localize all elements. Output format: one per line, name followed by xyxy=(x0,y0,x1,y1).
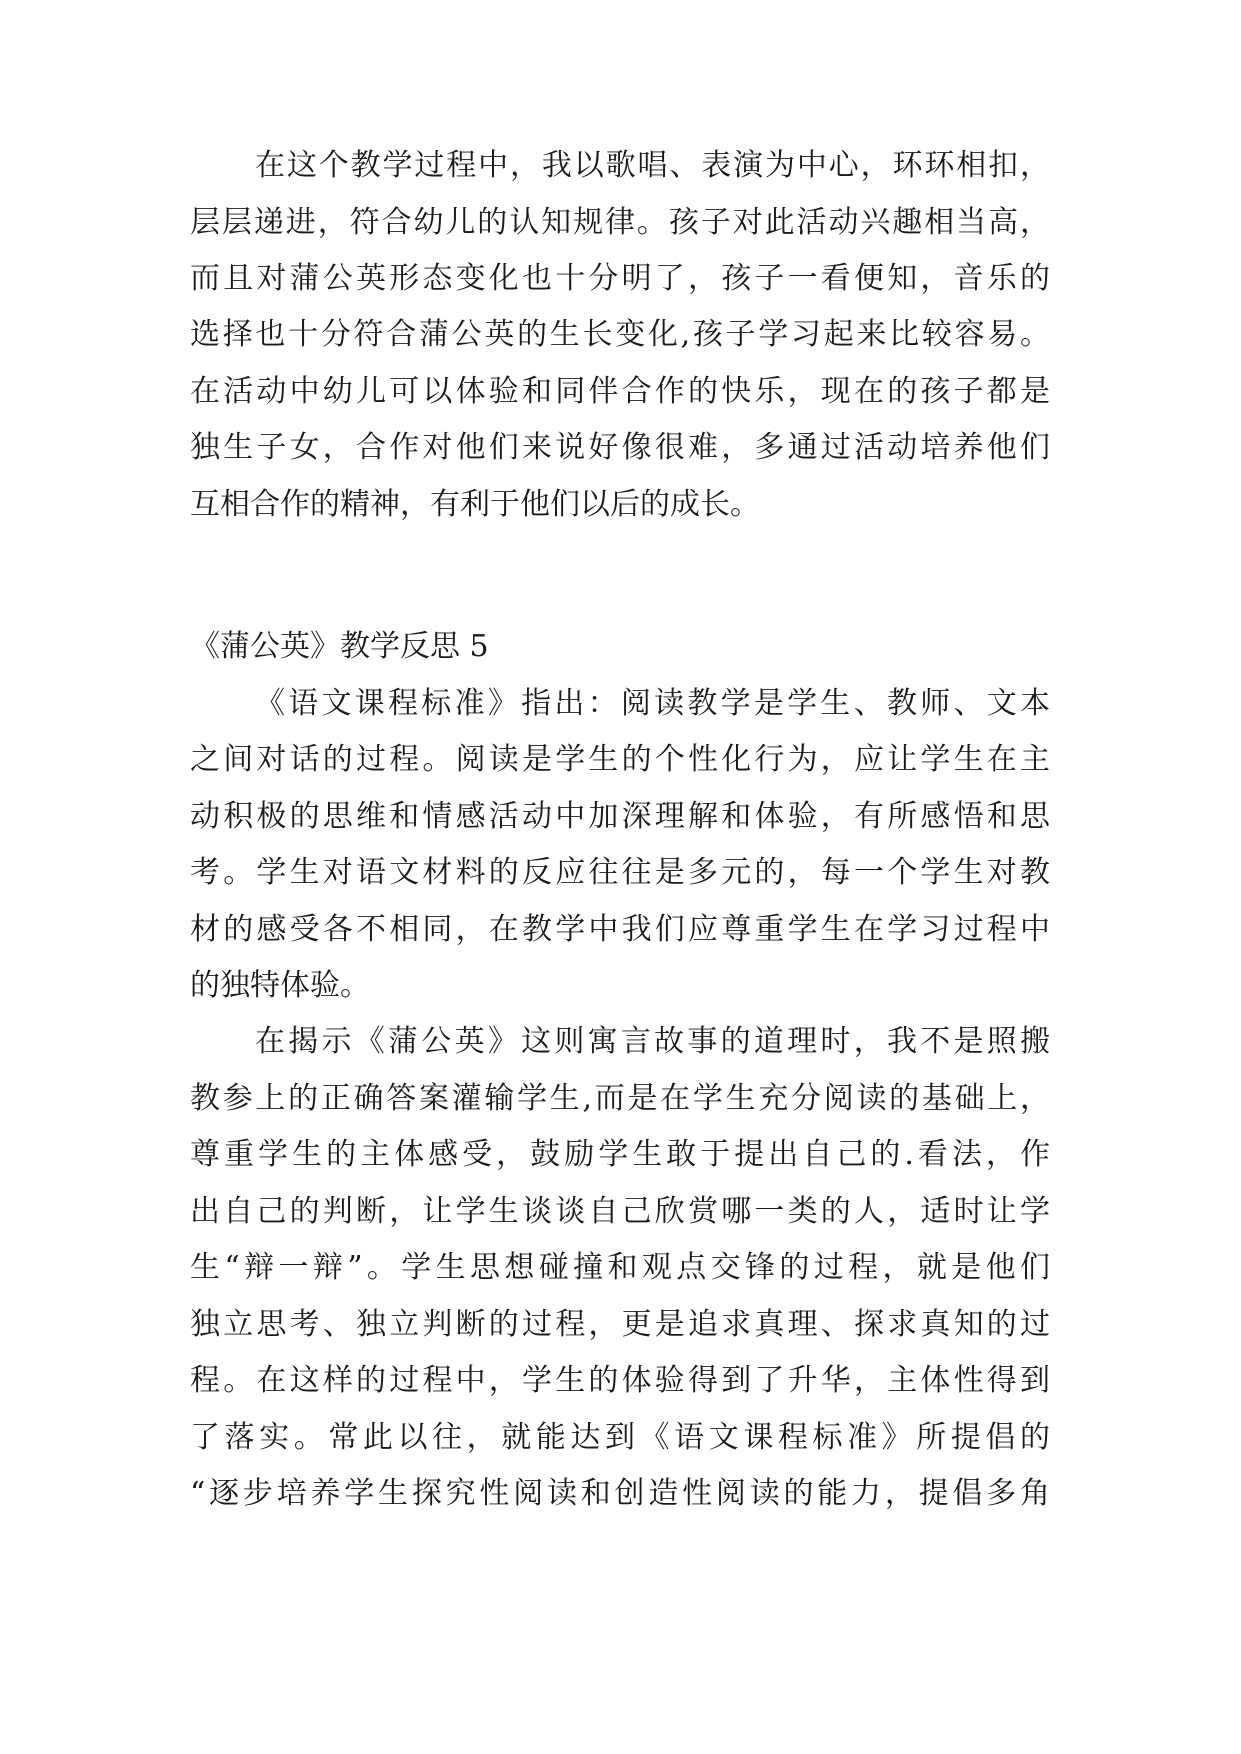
paragraph-3-line-9: “逐步培养学生探究性阅读和创造性阅读的能力，提倡多角 xyxy=(190,1476,1050,1511)
paragraph-3-line-5: 生“辩一辩”。学生思想碰撞和观点交锋的过程，就是他们 xyxy=(190,1250,1050,1285)
section-heading: 《蒲公英》教学反思 5 xyxy=(190,629,489,664)
paragraph-3-line-8: 了落实。常此以往，就能达到《语文课程标准》所提倡的 xyxy=(190,1420,1050,1455)
paragraph-3-line-3: 尊重学生的主体感受，鼓励学生敢于提出自己的.看法，作 xyxy=(190,1137,1050,1172)
paragraph-2-line-5: 材的感受各不相同，在教学中我们应尊重学生在学习过程中 xyxy=(190,912,1050,947)
paragraph-2-line-2: 之间对话的过程。阅读是学生的个性化行为，应让学生在主 xyxy=(190,742,1050,777)
paragraph-2-line-6: 的独特体验。 xyxy=(190,968,370,1003)
paragraph-1-line-7: 互相合作的精神，有利于他们以后的成长。 xyxy=(190,487,760,522)
paragraph-2-line-1: 《语文课程标准》指出：阅读教学是学生、教师、文本 xyxy=(255,686,1050,721)
paragraph-3-line-2: 教参上的正确答案灌输学生,而是在学生充分阅读的基础上， xyxy=(190,1081,1050,1116)
paragraph-1-line-6: 独生子女，合作对他们来说好像很难，多通过活动培养他们 xyxy=(190,430,1050,465)
paragraph-3-line-7: 程。在这样的过程中，学生的体验得到了升华，主体性得到 xyxy=(190,1363,1050,1398)
paragraph-3-line-6: 独立思考、独立判断的过程，更是追求真理、探求真知的过 xyxy=(190,1307,1050,1342)
paragraph-1-line-3: 而且对蒲公英形态变化也十分明了，孩子一看便知，音乐的 xyxy=(190,261,1050,296)
paragraph-3-line-1: 在揭示《蒲公英》这则寓言故事的道理时，我不是照搬 xyxy=(255,1024,1050,1059)
paragraph-1-line-1: 在这个教学过程中，我以歌唱、表演为中心，环环相扣， xyxy=(255,148,1050,183)
paragraph-1-line-5: 在活动中幼儿可以体验和同伴合作的快乐，现在的孩子都是 xyxy=(190,374,1050,409)
paragraph-2-line-3: 动积极的思维和情感活动中加深理解和体验，有所感悟和思 xyxy=(190,799,1050,834)
paragraph-1-line-2: 层层递进，符合幼儿的认知规律。孩子对此活动兴趣相当高， xyxy=(190,205,1050,240)
paragraph-2-line-4: 考。学生对语文材料的反应往往是多元的，每一个学生对教 xyxy=(190,855,1050,890)
paragraph-1-line-4: 选择也十分符合蒲公英的生长变化,孩子学习起来比较容易。 xyxy=(190,317,1050,352)
paragraph-3-line-4: 出自己的判断，让学生谈谈自己欣赏哪一类的人，适时让学 xyxy=(190,1194,1050,1229)
